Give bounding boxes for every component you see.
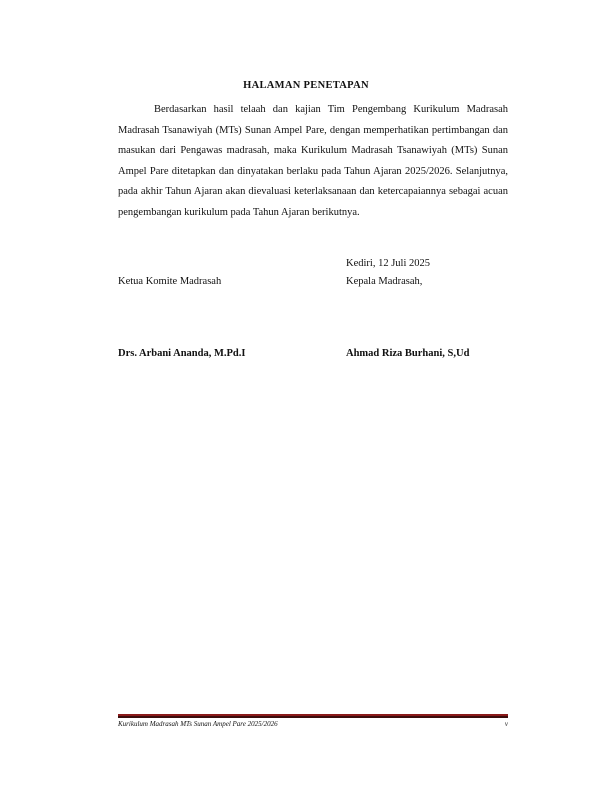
right-signatory-role: Kepala Madrasah, — [346, 276, 423, 287]
footer-rule-shadow — [118, 716, 508, 718]
left-signatory-name: Drs. Arbani Ananda, M.Pd.I — [118, 348, 246, 359]
page-number: v — [504, 720, 508, 728]
page-title: HALAMAN PENETAPAN — [243, 80, 369, 91]
body-paragraph: Berdasarkan hasil telaah dan kajian Tim Pengembang Kurikulum Madrasah Madrasah Tsanawiyah (MTs) Sunan Ampel Pare, dengan memperhatikan pertimbangan dan masukan dari Pengawas madrasah, maka Kurikulum Madrasah Tsanawiyah (MTs) Sunan Ampel Pare ditetapkan dan dinyatakan berlaku pada Tahun Ajaran 2025/2026. Selanjutnya, pada akhir Tahun Ajaran akan dievaluasi keterlaksanaan dan ketercapaiannya sebagai acuan pengembangan kurikulum pada Tahun Ajaran berikutnya. — [118, 104, 508, 218]
footer-text: Kurikulum Madrasah MTs Sunan Ampel Pare 2025/2026 — [118, 720, 278, 728]
place-date: Kediri, 12 Juli 2025 — [346, 258, 430, 269]
left-signatory-role: Ketua Komite Madrasah — [118, 276, 222, 287]
right-signatory-name: Ahmad Riza Burhani, S,Ud — [346, 348, 470, 359]
